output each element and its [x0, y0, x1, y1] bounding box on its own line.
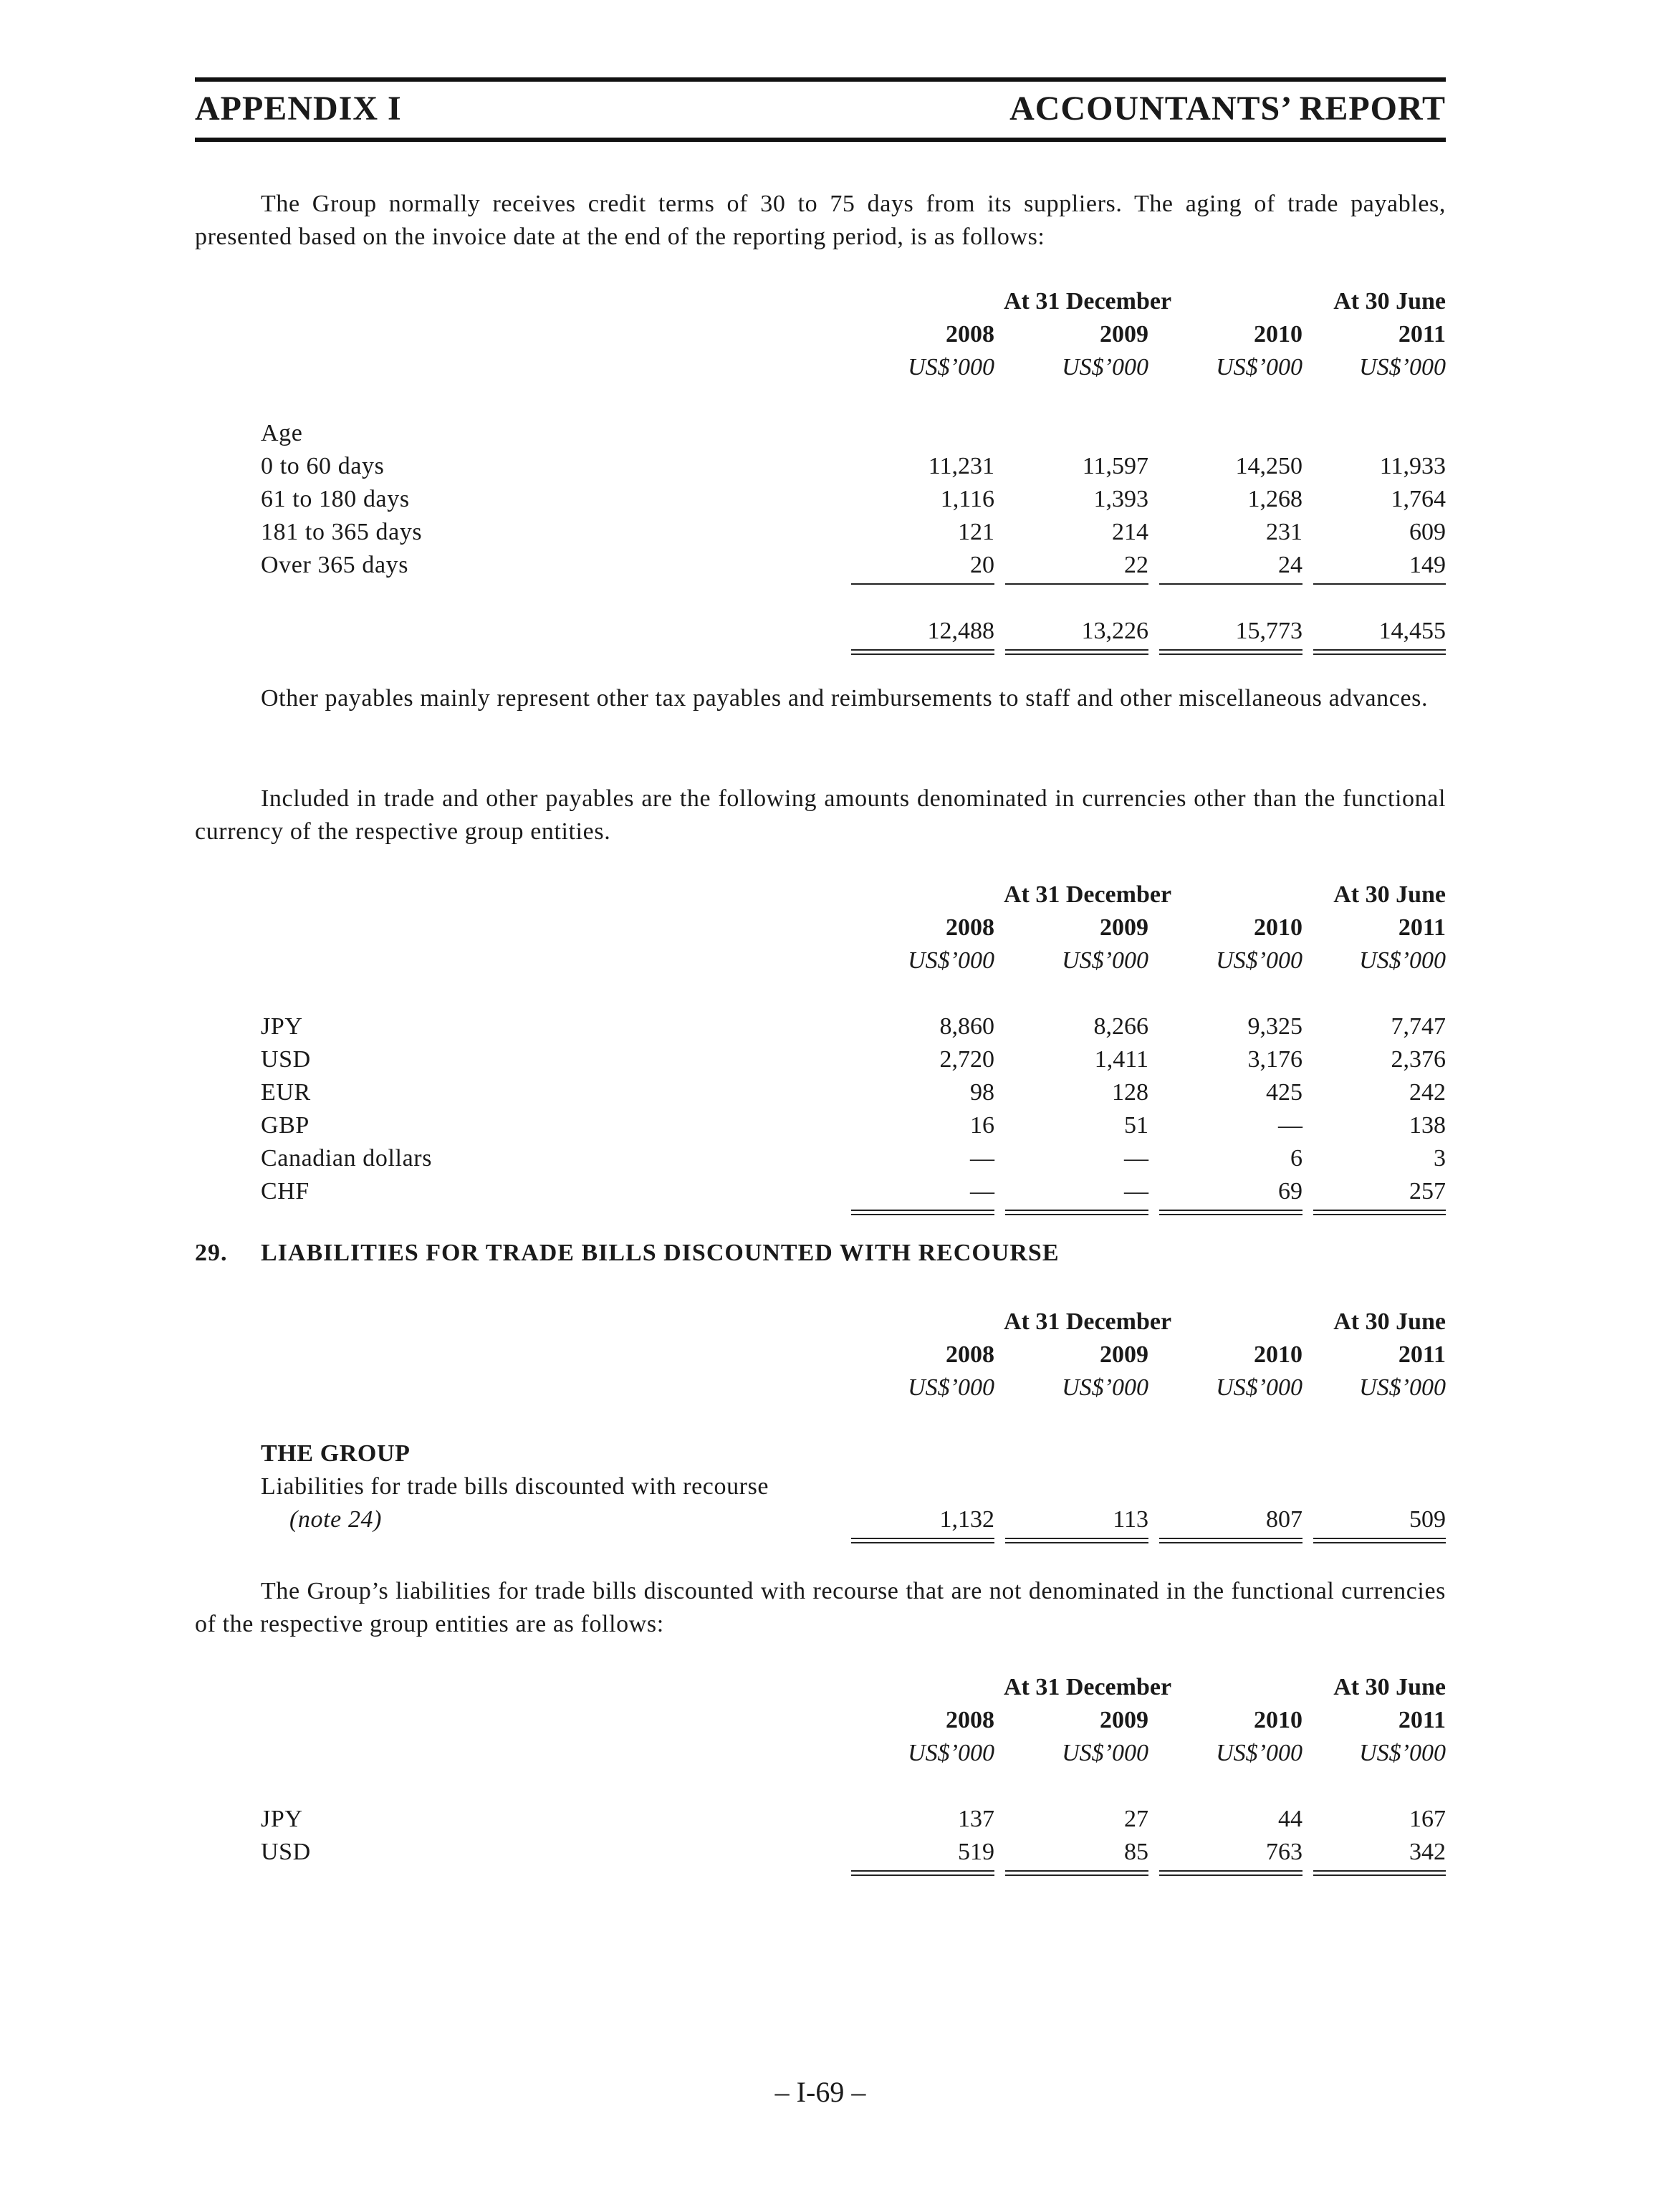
group-header-december: At 31 December — [1003, 1674, 1172, 1700]
item-label: Liabilities for trade bills discounted with recourse — [261, 1473, 769, 1500]
group-header-june: At 30 June — [1333, 1308, 1446, 1335]
total-double-rule — [1313, 1870, 1446, 1872]
cell-value: 27 — [1124, 1806, 1148, 1832]
cell-value: 242 — [1409, 1079, 1446, 1106]
row-label: USD — [261, 1839, 311, 1865]
year-2011: 2011 — [1398, 1707, 1446, 1733]
year-2009: 2009 — [1100, 1341, 1148, 1368]
cell-value: 1,268 — [1247, 486, 1302, 512]
cell-value: 214 — [1112, 519, 1148, 545]
cell-value: 1,764 — [1391, 486, 1446, 512]
row-label: Over 365 days — [261, 552, 409, 578]
row-label: JPY — [261, 1013, 303, 1040]
cell-value: 807 — [1266, 1506, 1302, 1533]
unit-label: US$’000 — [1216, 354, 1302, 380]
total-double-rule — [851, 1542, 994, 1543]
cell-value: — — [1124, 1145, 1148, 1172]
table-row — [195, 1506, 1446, 1539]
table-row — [195, 1178, 1446, 1211]
cell-value: 519 — [958, 1839, 994, 1865]
total-value: 14,455 — [1378, 618, 1446, 644]
year-2009: 2009 — [1100, 914, 1148, 941]
bills-currency-intro-paragraph: The Group’s liabilities for trade bills discounted with recourse that are not denominated in the functional currencies of the respective group entities are as follows: — [195, 1578, 1446, 1637]
total-double-rule — [851, 1538, 994, 1539]
column-group-header — [195, 288, 1446, 321]
subtotal-rule — [851, 583, 994, 585]
cell-value: 85 — [1124, 1839, 1148, 1865]
year-2011: 2011 — [1398, 321, 1446, 348]
group-header-june: At 30 June — [1333, 1674, 1446, 1700]
total-double-rule — [1159, 653, 1302, 655]
total-double-rule — [1005, 1875, 1148, 1876]
cell-value: 1,116 — [940, 486, 994, 512]
the-group-label: THE GROUP — [261, 1440, 411, 1467]
group-header-june: At 30 June — [1333, 881, 1446, 908]
year-2008: 2008 — [946, 321, 994, 348]
cell-value: 98 — [970, 1079, 994, 1106]
row-label: JPY — [261, 1806, 303, 1832]
cell-value: 509 — [1409, 1506, 1446, 1533]
year-2009: 2009 — [1100, 1707, 1148, 1733]
row-label: 61 to 180 days — [261, 486, 410, 512]
cell-value: 342 — [1409, 1839, 1446, 1865]
total-double-rule — [1005, 1210, 1148, 1211]
cell-value: — — [970, 1145, 994, 1172]
year-2011: 2011 — [1398, 914, 1446, 941]
table-row — [195, 1145, 1446, 1178]
unit-label: US$’000 — [1359, 354, 1446, 380]
year-header-row — [195, 914, 1446, 947]
year-2010: 2010 — [1254, 914, 1302, 941]
year-2008: 2008 — [946, 1707, 994, 1733]
table-row — [195, 1112, 1446, 1145]
total-double-rule — [1313, 653, 1446, 655]
column-group-header — [195, 1308, 1446, 1341]
cell-value: 3,176 — [1247, 1046, 1302, 1073]
row-label: 0 to 60 days — [261, 453, 385, 479]
unit-label: US$’000 — [1216, 947, 1302, 974]
total-double-rule — [1313, 1542, 1446, 1543]
unit-label: US$’000 — [908, 1374, 994, 1401]
table-row — [195, 519, 1446, 552]
subtotal-rule — [1313, 583, 1446, 585]
year-2009: 2009 — [1100, 321, 1148, 348]
total-double-rule — [1005, 1214, 1148, 1215]
report-title: ACCOUNTANTS’ REPORT — [1009, 90, 1446, 128]
total-double-rule — [1313, 1210, 1446, 1211]
group-header-december: At 31 December — [1003, 881, 1172, 908]
total-double-rule — [1005, 1538, 1148, 1539]
total-double-rule — [1313, 1538, 1446, 1539]
total-double-rule — [1159, 1538, 1302, 1539]
unit-header-row — [195, 1740, 1446, 1773]
unit-label: US$’000 — [1216, 1740, 1302, 1766]
cell-value: 1,393 — [1093, 486, 1148, 512]
unit-label: US$’000 — [1062, 354, 1148, 380]
row-label: GBP — [261, 1112, 310, 1139]
cell-value: 128 — [1112, 1079, 1148, 1106]
cell-value: 44 — [1278, 1806, 1302, 1832]
cell-value: 9,325 — [1247, 1013, 1302, 1040]
unit-label: US$’000 — [1062, 1740, 1148, 1766]
subtotal-rule — [1159, 583, 1302, 585]
cell-value: — — [970, 1178, 994, 1205]
cell-value: 2,376 — [1391, 1046, 1446, 1073]
section-number: 29. — [195, 1240, 228, 1266]
total-double-rule — [1159, 1210, 1302, 1211]
year-header-row — [195, 1707, 1446, 1740]
year-header-row — [195, 1341, 1446, 1374]
subtotal-rule — [1005, 583, 1148, 585]
cell-value: 113 — [1113, 1506, 1148, 1533]
unit-label: US$’000 — [1216, 1374, 1302, 1401]
row-label: Canadian dollars — [261, 1145, 433, 1172]
total-double-rule — [1005, 1870, 1148, 1872]
table-row — [195, 552, 1446, 585]
header-rule-top — [195, 77, 1446, 82]
appendix-title: APPENDIX I — [195, 90, 402, 128]
cell-value: 7,747 — [1391, 1013, 1446, 1040]
total-value: 15,773 — [1235, 618, 1302, 644]
column-group-header — [195, 1674, 1446, 1707]
year-2010: 2010 — [1254, 1341, 1302, 1368]
total-double-rule — [851, 1210, 994, 1211]
total-double-rule — [1159, 649, 1302, 651]
group-header-december: At 31 December — [1003, 1308, 1172, 1335]
cell-value: 425 — [1266, 1079, 1302, 1106]
unit-header-row — [195, 1374, 1446, 1407]
cell-value: 149 — [1409, 552, 1446, 578]
table-row — [195, 1806, 1446, 1839]
total-row — [195, 618, 1446, 651]
total-double-rule — [1159, 1542, 1302, 1543]
group-header-december: At 31 December — [1003, 288, 1172, 315]
row-label: 181 to 365 days — [261, 519, 423, 545]
cell-value: 763 — [1266, 1839, 1302, 1865]
cell-value: 11,231 — [928, 453, 994, 479]
cell-value: 167 — [1409, 1806, 1446, 1832]
unit-label: US$’000 — [1062, 1374, 1148, 1401]
unit-label: US$’000 — [1359, 1740, 1446, 1766]
item-label-row — [195, 1473, 1446, 1506]
total-double-rule — [1005, 1542, 1148, 1543]
cell-value: 8,860 — [939, 1013, 994, 1040]
cell-value: 51 — [1124, 1112, 1148, 1139]
table-row — [195, 486, 1446, 519]
cell-value: 24 — [1278, 552, 1302, 578]
year-2011: 2011 — [1398, 1341, 1446, 1368]
total-double-rule — [851, 1214, 994, 1215]
column-group-header — [195, 881, 1446, 914]
cell-value: 257 — [1409, 1178, 1446, 1205]
section-title: LIABILITIES FOR TRADE BILLS DISCOUNTED WITH RECOURSE — [261, 1240, 1060, 1266]
unit-label: US$’000 — [908, 354, 994, 380]
age-section-label-row — [195, 420, 1446, 453]
row-label: EUR — [261, 1079, 311, 1106]
unit-label: US$’000 — [1359, 1374, 1446, 1401]
row-label: CHF — [261, 1178, 310, 1205]
cell-value: 11,597 — [1082, 453, 1148, 479]
unit-header-row — [195, 947, 1446, 980]
cell-value: 137 — [958, 1806, 994, 1832]
total-double-rule — [1005, 649, 1148, 651]
unit-label: US$’000 — [1062, 947, 1148, 974]
total-double-rule — [851, 1875, 994, 1876]
cell-value: 16 — [970, 1112, 994, 1139]
total-double-rule — [1159, 1214, 1302, 1215]
group-header-june: At 30 June — [1333, 288, 1446, 315]
cell-value: 1,132 — [939, 1506, 994, 1533]
year-header-row — [195, 321, 1446, 354]
total-double-rule — [1159, 1870, 1302, 1872]
table-row — [195, 1013, 1446, 1046]
page-number: – I-69 – — [774, 2076, 866, 2108]
total-double-rule — [1005, 653, 1148, 655]
table-row — [195, 1839, 1446, 1872]
table-row — [195, 1079, 1446, 1112]
cell-value: 20 — [970, 552, 994, 578]
cell-value: — — [1278, 1112, 1302, 1139]
year-2010: 2010 — [1254, 1707, 1302, 1733]
total-value: 13,226 — [1081, 618, 1148, 644]
year-2010: 2010 — [1254, 321, 1302, 348]
cell-value: — — [1124, 1178, 1148, 1205]
cell-value: 1,411 — [1094, 1046, 1148, 1073]
cell-value: 6 — [1290, 1145, 1302, 1172]
cell-value: 3 — [1434, 1145, 1446, 1172]
total-double-rule — [1313, 1214, 1446, 1215]
row-label: USD — [261, 1046, 311, 1073]
cell-value: 69 — [1278, 1178, 1302, 1205]
cell-value: 2,720 — [939, 1046, 994, 1073]
total-value: 12,488 — [927, 618, 994, 644]
note-reference: (note 24) — [289, 1506, 383, 1533]
unit-header-row — [195, 354, 1446, 387]
total-double-rule — [1313, 1875, 1446, 1876]
year-2008: 2008 — [946, 1341, 994, 1368]
table-row — [195, 453, 1446, 486]
cell-value: 121 — [958, 519, 994, 545]
cell-value: 14,250 — [1235, 453, 1302, 479]
year-2008: 2008 — [946, 914, 994, 941]
unit-label: US$’000 — [908, 947, 994, 974]
currency-intro-paragraph: Included in trade and other payables are the following amounts denominated in currencies other than the functional currency of the respective group entities. — [195, 785, 1446, 845]
total-double-rule — [851, 649, 994, 651]
cell-value: 231 — [1266, 519, 1302, 545]
cell-value: 138 — [1409, 1112, 1446, 1139]
other-payables-paragraph: Other payables mainly represent other tax payables and reimbursements to staff and other miscellaneous advances. — [261, 685, 1429, 712]
unit-label: US$’000 — [908, 1740, 994, 1766]
cell-value: 11,933 — [1379, 453, 1446, 479]
cell-value: 609 — [1409, 519, 1446, 545]
header-rule-bottom — [195, 138, 1446, 142]
table-row — [195, 1046, 1446, 1079]
total-double-rule — [851, 1870, 994, 1872]
group-label-row — [195, 1440, 1446, 1473]
total-double-rule — [1159, 1875, 1302, 1876]
total-double-rule — [1313, 649, 1446, 651]
aging-intro-paragraph: The Group normally receives credit terms of 30 to 75 days from its suppliers. The aging of trade payables, presented based on the invoice date at the end of the reporting period, is as follows: — [195, 191, 1446, 250]
age-section-label: Age — [261, 420, 303, 446]
unit-label: US$’000 — [1359, 947, 1446, 974]
cell-value: 8,266 — [1093, 1013, 1148, 1040]
total-double-rule — [851, 653, 994, 655]
cell-value: 22 — [1124, 552, 1148, 578]
